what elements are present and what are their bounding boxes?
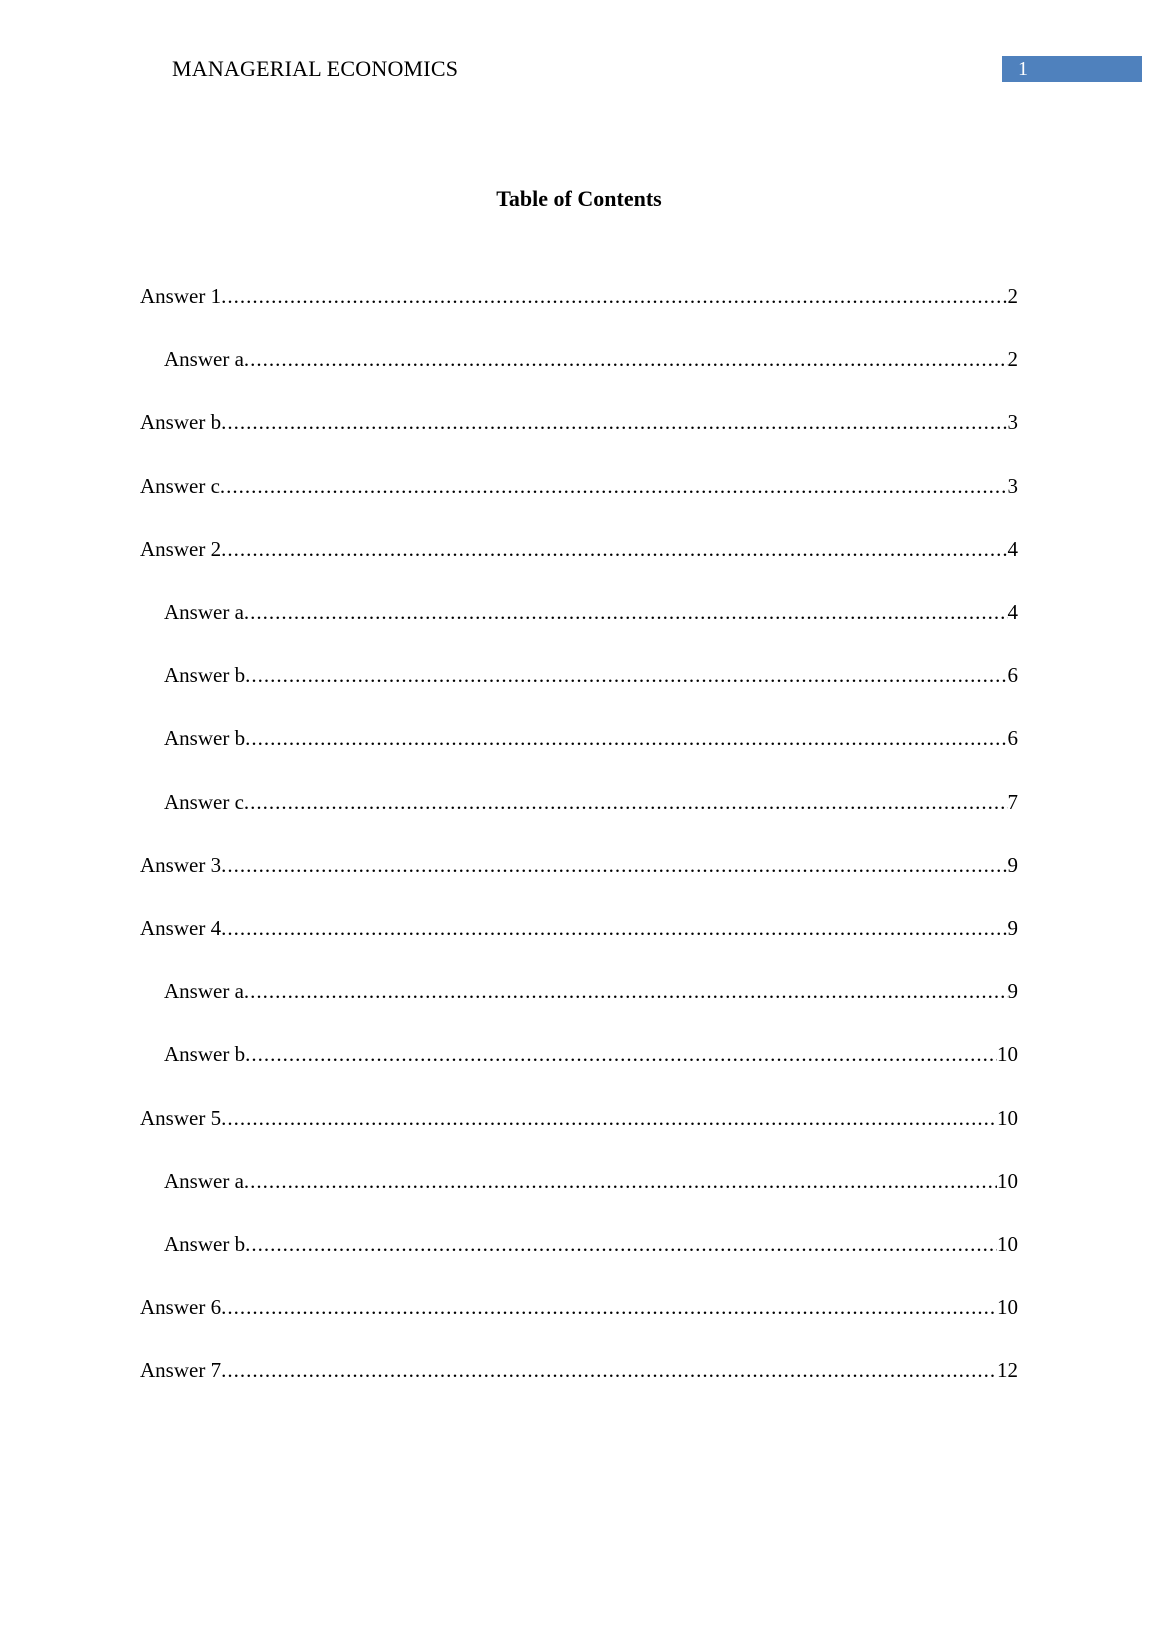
toc-entry-label: Answer b: [164, 1042, 246, 1066]
toc-dot-leader: [244, 347, 1008, 372]
toc-entry-page-number: 12: [997, 1358, 1018, 1382]
toc-entry[interactable]: [140, 1358, 1018, 1388]
toc-entry[interactable]: [164, 663, 1018, 693]
toc-dot-leader: [245, 1042, 997, 1067]
toc-entry-label: Answer a: [164, 347, 244, 371]
toc-entry-page-number: 2: [1007, 347, 1018, 371]
toc-entry[interactable]: [164, 1169, 1018, 1199]
toc-entry-page-number: 7: [1007, 790, 1018, 814]
toc-entry[interactable]: [164, 726, 1018, 756]
toc-entry[interactable]: [140, 1106, 1018, 1136]
toc-entry-page-number: 9: [1007, 979, 1018, 1003]
toc-entry-label: Answer b: [164, 726, 246, 750]
toc-entry-page-number: 6: [1007, 726, 1018, 750]
toc-entry-label: Answer b: [164, 1232, 246, 1256]
toc-entry-label: Answer a: [164, 1169, 244, 1193]
toc-entry[interactable]: [140, 410, 1018, 440]
toc-dot-leader: [245, 663, 1007, 688]
toc-entry-page-number: 9: [1007, 916, 1018, 940]
toc-entry[interactable]: [140, 537, 1018, 567]
toc-entry-label: Answer 1: [140, 284, 222, 308]
toc-entry-page-number: 2: [1007, 284, 1018, 308]
toc-dot-leader: [221, 1358, 997, 1383]
toc-entry[interactable]: [164, 979, 1018, 1009]
toc-dot-leader: [221, 1106, 997, 1131]
toc-dot-leader: [221, 1295, 997, 1320]
toc-entry[interactable]: [164, 1042, 1018, 1072]
toc-entry[interactable]: [140, 284, 1018, 314]
toc-dot-leader: [221, 537, 1007, 562]
toc-dot-leader: [245, 1232, 997, 1257]
toc-entry-label: Answer a: [164, 600, 244, 624]
toc-entry-page-number: 4: [1007, 537, 1018, 561]
toc-dot-leader: [221, 284, 1007, 309]
toc-dot-leader: [221, 410, 1007, 435]
toc-entry-label: Answer 2: [140, 537, 222, 561]
toc-entry[interactable]: [140, 1295, 1018, 1325]
toc-entry-label: Answer 4: [140, 916, 222, 940]
toc-entry-page-number: 10: [997, 1042, 1018, 1066]
toc-entry-label: Answer c: [140, 474, 220, 498]
toc-entry-page-number: 10: [997, 1169, 1018, 1193]
toc-entry[interactable]: [140, 474, 1018, 504]
toc-entry[interactable]: [164, 1232, 1018, 1262]
toc-entry-label: Answer c: [164, 790, 244, 814]
toc-entry[interactable]: [164, 600, 1018, 630]
toc-entry-label: Answer 7: [140, 1358, 222, 1382]
toc-entry-label: Answer 6: [140, 1295, 222, 1319]
toc-entry-label: Answer b: [164, 663, 246, 687]
toc-dot-leader: [244, 600, 1008, 625]
toc-entry-label: Answer a: [164, 979, 244, 1003]
toc-dot-leader: [245, 726, 1007, 751]
toc-entry-page-number: 4: [1007, 600, 1018, 624]
toc-entry-page-number: 10: [997, 1232, 1018, 1256]
toc-dot-leader: [244, 790, 1008, 815]
page-number-badge: 1: [1002, 56, 1142, 82]
running-header-title: MANAGERIAL ECONOMICS: [172, 56, 459, 81]
toc-entry-label: Answer 3: [140, 853, 222, 877]
toc-dot-leader: [244, 979, 1008, 1004]
toc-entry-page-number: 10: [997, 1106, 1018, 1130]
toc-entry-page-number: 6: [1007, 663, 1018, 687]
toc-dot-leader: [221, 853, 1007, 878]
toc-dot-leader: [244, 1169, 997, 1194]
toc-heading: Table of Contents: [496, 186, 662, 211]
toc-entry-page-number: 3: [1007, 474, 1018, 498]
toc-dot-leader: [221, 916, 1007, 941]
toc-entry-page-number: 10: [997, 1295, 1018, 1319]
toc-entry[interactable]: [140, 853, 1018, 883]
toc-entry-label: Answer b: [140, 410, 222, 434]
toc-entry-page-number: 9: [1007, 853, 1018, 877]
toc-entry-page-number: 3: [1007, 410, 1018, 434]
toc-entry-label: Answer 5: [140, 1106, 222, 1130]
toc-entry[interactable]: [164, 347, 1018, 377]
toc-dot-leader: [220, 474, 1008, 499]
toc-entry[interactable]: [140, 916, 1018, 946]
toc-entry[interactable]: [164, 790, 1018, 820]
